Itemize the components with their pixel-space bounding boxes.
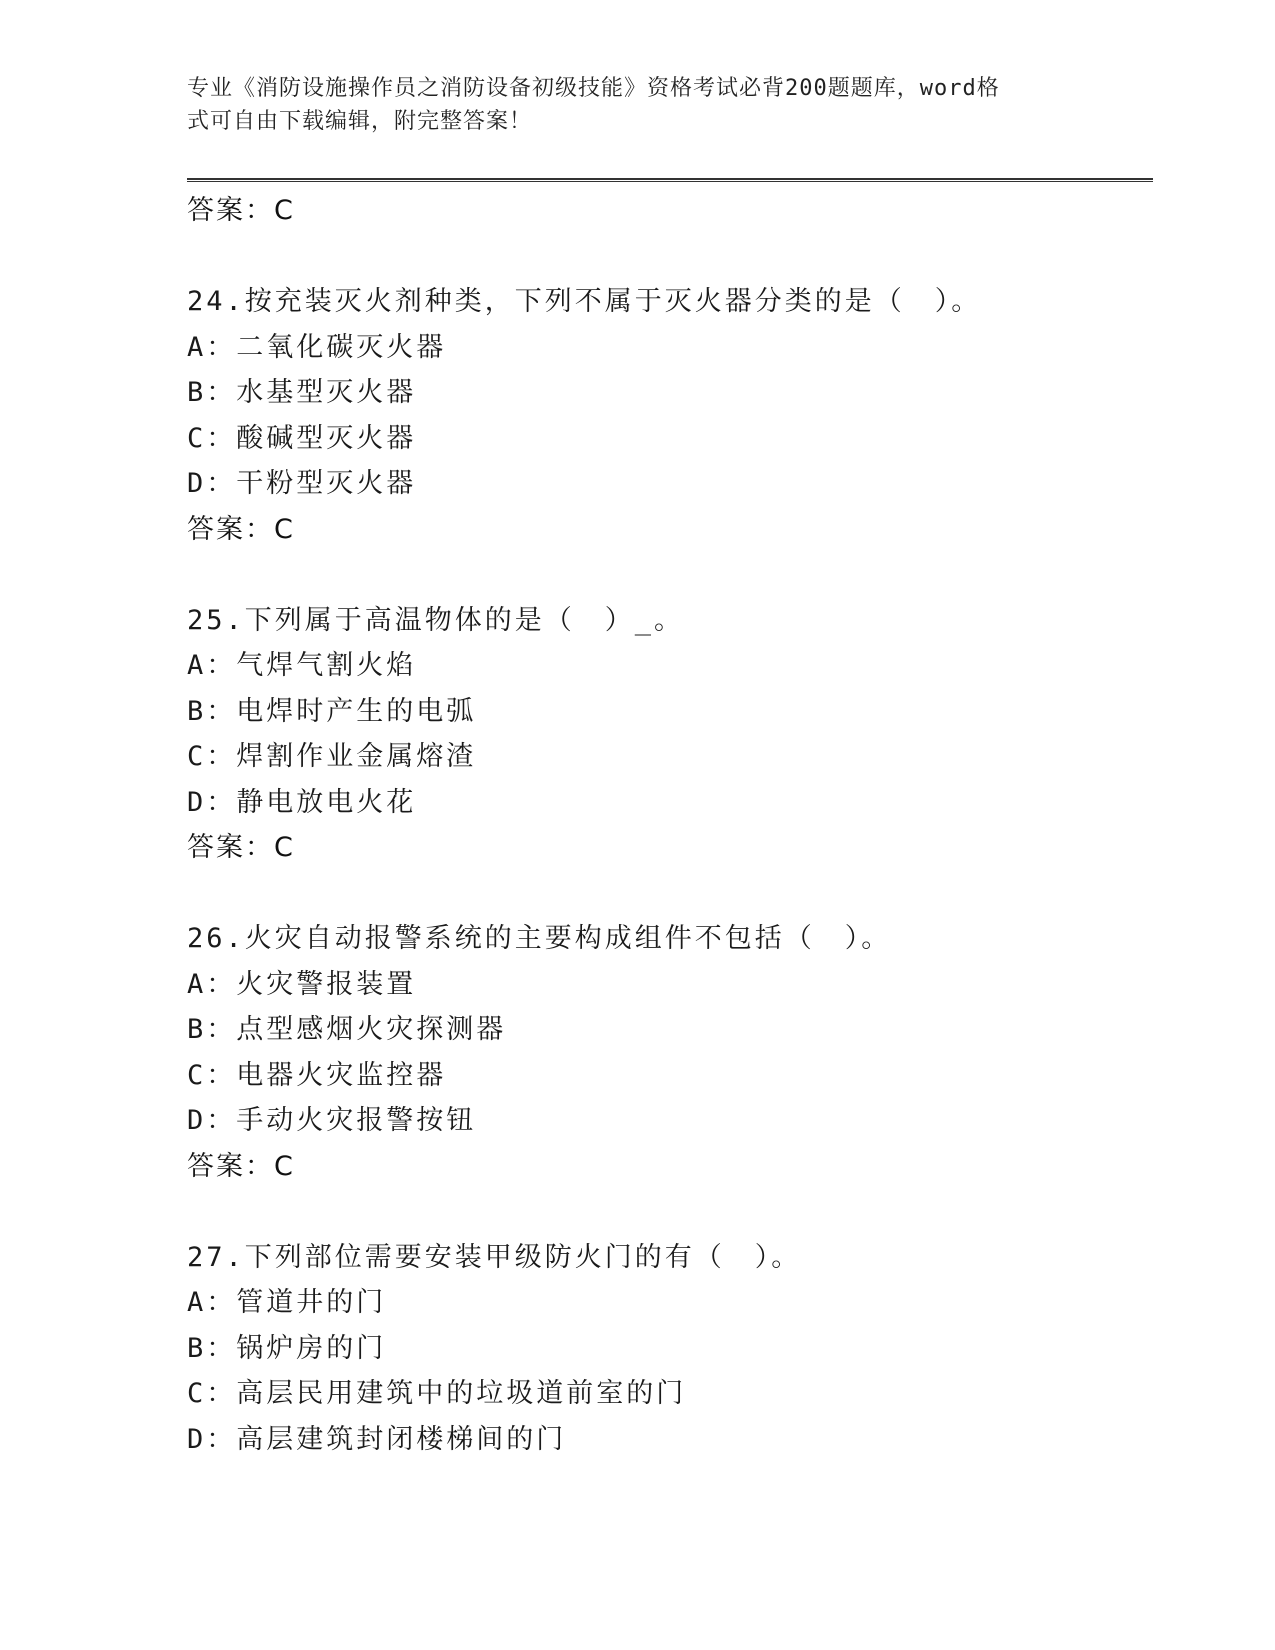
option-b: B：锅炉房的门 bbox=[187, 1332, 387, 1364]
option-c: C：高层民用建筑中的垃圾道前室的门 bbox=[187, 1378, 687, 1409]
document-header bbox=[187, 72, 1087, 138]
spacer bbox=[187, 871, 1147, 917]
option-d: D：干粉型灭火器 bbox=[187, 468, 417, 499]
option-a: A：气焊气割火焰 bbox=[187, 650, 417, 681]
answer-line: 答案：C bbox=[187, 195, 295, 226]
option-c: C：酸碱型灭火器 bbox=[187, 422, 417, 454]
answer-line: 答案：C bbox=[187, 513, 295, 545]
question-stem: 27.下列部位需要安装甲级防火门的有（ ）。 bbox=[187, 1241, 802, 1273]
question-27 bbox=[187, 1235, 1147, 1463]
option-c: C：电器火灾监控器 bbox=[187, 1059, 447, 1091]
question-24 bbox=[187, 279, 1147, 552]
question-25 bbox=[187, 598, 1147, 871]
option-d: D：手动火灾报警按钮 bbox=[187, 1105, 477, 1136]
question-list bbox=[187, 188, 1147, 1462]
header-line-2: 式可自由下载编辑，附完整答案！ bbox=[187, 109, 533, 134]
option-b: B：水基型灭火器 bbox=[187, 377, 417, 408]
spacer bbox=[187, 1189, 1147, 1235]
option-d: D：静电放电火花 bbox=[187, 786, 417, 818]
option-a: A：管道井的门 bbox=[187, 1287, 387, 1318]
question-stem: 25.下列属于高温物体的是（ ）_。 bbox=[187, 604, 685, 636]
option-b: B：电焊时产生的电弧 bbox=[187, 695, 477, 727]
option-d: D：高层建筑封闭楼梯间的门 bbox=[187, 1423, 567, 1455]
answer-line: 答案：C bbox=[187, 832, 295, 863]
option-b: B：点型感烟火灾探测器 bbox=[187, 1014, 507, 1045]
question-26 bbox=[187, 916, 1147, 1189]
spacer bbox=[187, 234, 1147, 280]
question-stem: 24.按充装灭火剂种类，下列不属于灭火器分类的是（ ）。 bbox=[187, 286, 982, 317]
question-stem: 26.火灾自动报警系统的主要构成组件不包括（ ）。 bbox=[187, 923, 892, 954]
spacer bbox=[187, 552, 1147, 598]
option-c: C：焊割作业金属熔渣 bbox=[187, 741, 477, 772]
header-line-1: 专业《消防设施操作员之消防设备初级技能》资格考试必背200题题库，word格 bbox=[187, 76, 1000, 101]
option-a: A：火灾警报装置 bbox=[187, 968, 417, 1000]
header-divider bbox=[187, 178, 1153, 182]
answer-line: 答案：C bbox=[187, 1150, 295, 1182]
option-a: A：二氧化碳灭火器 bbox=[187, 331, 447, 363]
